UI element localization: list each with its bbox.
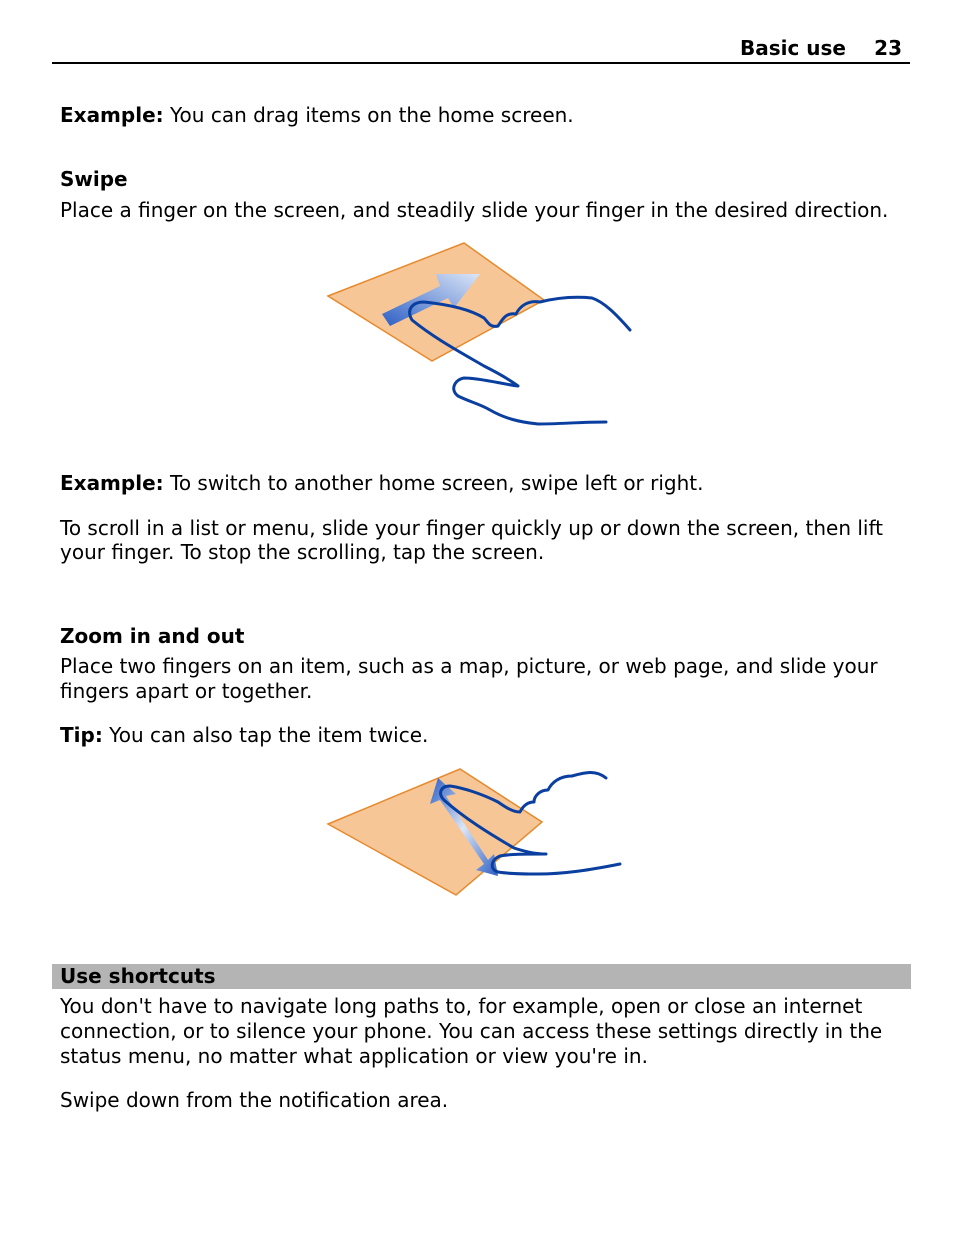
- example-label: Example:: [60, 471, 164, 495]
- scroll-line-2: your finger. To stop the scrolling, tap the screen.: [60, 540, 545, 564]
- tip-text: You can also tap the item twice.: [102, 723, 429, 747]
- shortcuts-heading: Use shortcuts: [60, 964, 216, 988]
- swipe-down-instruction: Swipe down from the notification area.: [60, 1088, 449, 1112]
- zoom-gesture-illustration: [320, 764, 630, 902]
- zoom-line-1: Place two fingers on an item, such as a map, picture, or web page, and slide your: [60, 654, 878, 678]
- page-number: 23: [874, 36, 902, 60]
- swipe-gesture-illustration: [320, 236, 640, 432]
- zoom-line-2: fingers apart or together.: [60, 679, 313, 703]
- shortcuts-line-2: connection, or to silence your phone. You can access these settings directly in the: [60, 1019, 883, 1043]
- section-title: Basic use: [739, 36, 846, 60]
- tip: [60, 723, 900, 748]
- section-heading-bar: [52, 964, 911, 989]
- drag-example: [60, 103, 900, 128]
- page-header: [52, 34, 910, 64]
- swipe-heading: Swipe: [60, 167, 128, 191]
- example-label: Example:: [60, 103, 164, 127]
- tip-label: Tip:: [60, 723, 103, 747]
- example-text: You can drag items on the home screen.: [163, 103, 574, 127]
- scroll-line-1: To scroll in a list or menu, slide your finger quickly up or down the screen, then lift: [60, 516, 883, 540]
- zoom-heading: Zoom in and out: [60, 624, 245, 648]
- example-text: To switch to another home screen, swipe left or right.: [163, 471, 704, 495]
- shortcuts-line-3: status menu, no matter what application or view you're in.: [60, 1044, 648, 1068]
- shortcuts-line-1: You don't have to navigate long paths to, for example, open or close an internet: [60, 994, 863, 1018]
- swipe-body: Place a finger on the screen, and steadily slide your finger in the desired direction.: [60, 198, 889, 222]
- swipe-example: [60, 471, 900, 496]
